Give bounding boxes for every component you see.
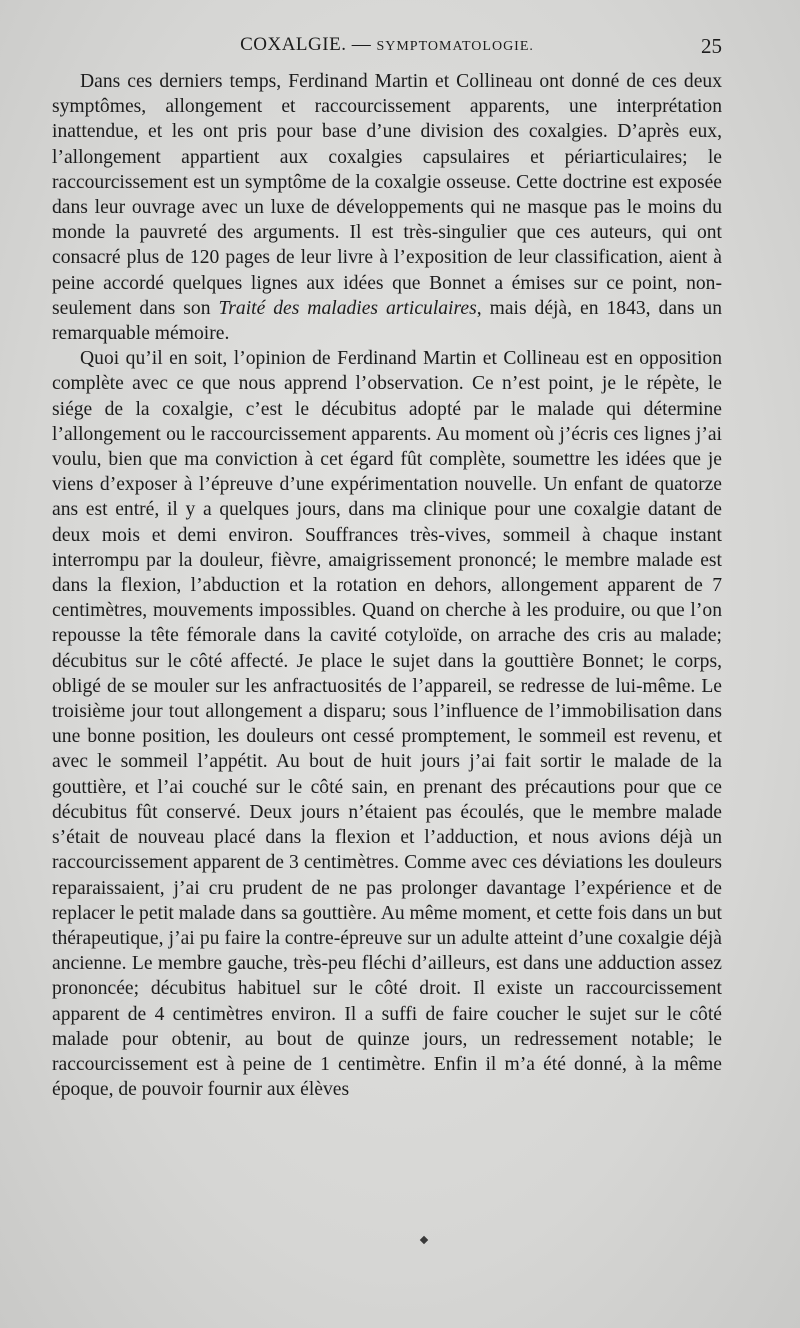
paragraph-1 (52, 69, 722, 346)
running-title (52, 34, 722, 56)
ornament-mark (420, 1236, 428, 1244)
header-title: COXALGIE. (240, 34, 347, 55)
header-dash: — (351, 34, 372, 55)
paragraph-1-part-2: , mais déjà, en 1843, dans un remarquable mémoire. (52, 297, 723, 345)
running-header (52, 34, 722, 64)
body-text (52, 69, 722, 1102)
book-title-italic: Traité des maladies articulaires (218, 297, 477, 319)
header-subtitle: SYMPTOMATOLOGIE. (376, 39, 534, 54)
paragraph-1-part-1: Dans ces derniers temps, Ferdinand Martin et Collineau ont donné de ces deux symptômes, allongement et raccourcissement apparents, une interprétation inattendue, et les ont pris pour base d’une division des coxalgies. D’après eux, l’allongement appartient aux coxalgies capsulaires et périarticulaires; le raccourcissement est un symptôme de la coxalgie osseuse. Cette doctrine est exposée dans leur ouvrage avec un luxe de développements qui ne masque pas le moins du monde la pauvreté des arguments. Il est très-singulier que ces auteurs, qui ont consacré plus de 120 pages de leur livre à l’exposition de leur classification, aient à peine accordé quelques lignes aux idées que Bonnet a émises sur ce point, non-seulement dans son (52, 71, 722, 319)
paragraph-2: Quoi qu’il en soit, l’opinion de Ferdinand Martin et Collineau est en opposition complète avec ce que nous apprend l’observation. Ce n’est point, je le répète, le siége de la coxalgie, c’est le décubitus adopté par le malade qui détermine l’allongement ou le raccourcissement apparents. Au moment où j’écris ces lignes j’ai voulu, bien que ma conviction à cet égard fût complète, soumettre les idées que je viens d’exposer à l’épreuve d’une expérimentation nouvelle. Un enfant de quatorze ans est entré, il y a quelques jours, dans ma clinique pour une coxalgie datant de deux mois et demi environ. Souffrances très-vives, sommeil à chaque instant interrompu par la douleur, fièvre, amaigrissement prononcé; le membre malade est dans la flexion, l’abduction et la rotation en dehors, allongement apparent de 7 centimètres, mouvements impossibles. Quand on cherche à les produire, ou que l’on repousse la tête fémorale dans la cavité cotyloïde, on arrache des cris au malade; décubitus sur le côté affecté. Je place le sujet dans la gouttière Bonnet; le corps, obligé de se mouler sur les anfractuosités de l’appareil, se redresse de lui-même. Le troisième jour tout allongement a disparu; sous l’influence de l’immobilisation dans une bonne position, les douleurs ont cessé promptement, le sommeil est revenu, et avec le sommeil l’appétit. Au bout de huit jours j’ai fait sortir le malade de la gouttière, et l’ai couché sur le côté sain, en prenant des précautions pour que ce décubitus fût conservé. Deux jours n’étaient pas écoulés, que le membre malade s’était de nouveau placé dans la flexion et l’adduction, et nous avions déjà un raccourcissement apparent de 3 centimètres. Comme avec ces déviations les douleurs reparaissaient, j’ai cru prudent de ne pas prolonger davantage l’expérience et de replacer le petit malade dans sa gouttière. Au même moment, et cette fois dans un but thérapeutique, j’ai pu faire la contre-épreuve sur un adulte atteint d’une coxalgie déjà ancienne. Le membre gauche, très-peu fléchi d’ailleurs, est dans une adduction assez prononcée; décubitus habituel sur le côté droit. Il existe un raccourcissement apparent de 4 centimètres environ. Il a suffi de faire coucher le sujet sur le côté malade pour obtenir, au bout de quinze jours, un redressement notable; le raccourcissement est à peine de 1 centimètre. Enfin il m’a été donné, à la même époque, de pouvoir fournir aux élèves (52, 348, 722, 1101)
page-number: 25 (701, 34, 722, 58)
